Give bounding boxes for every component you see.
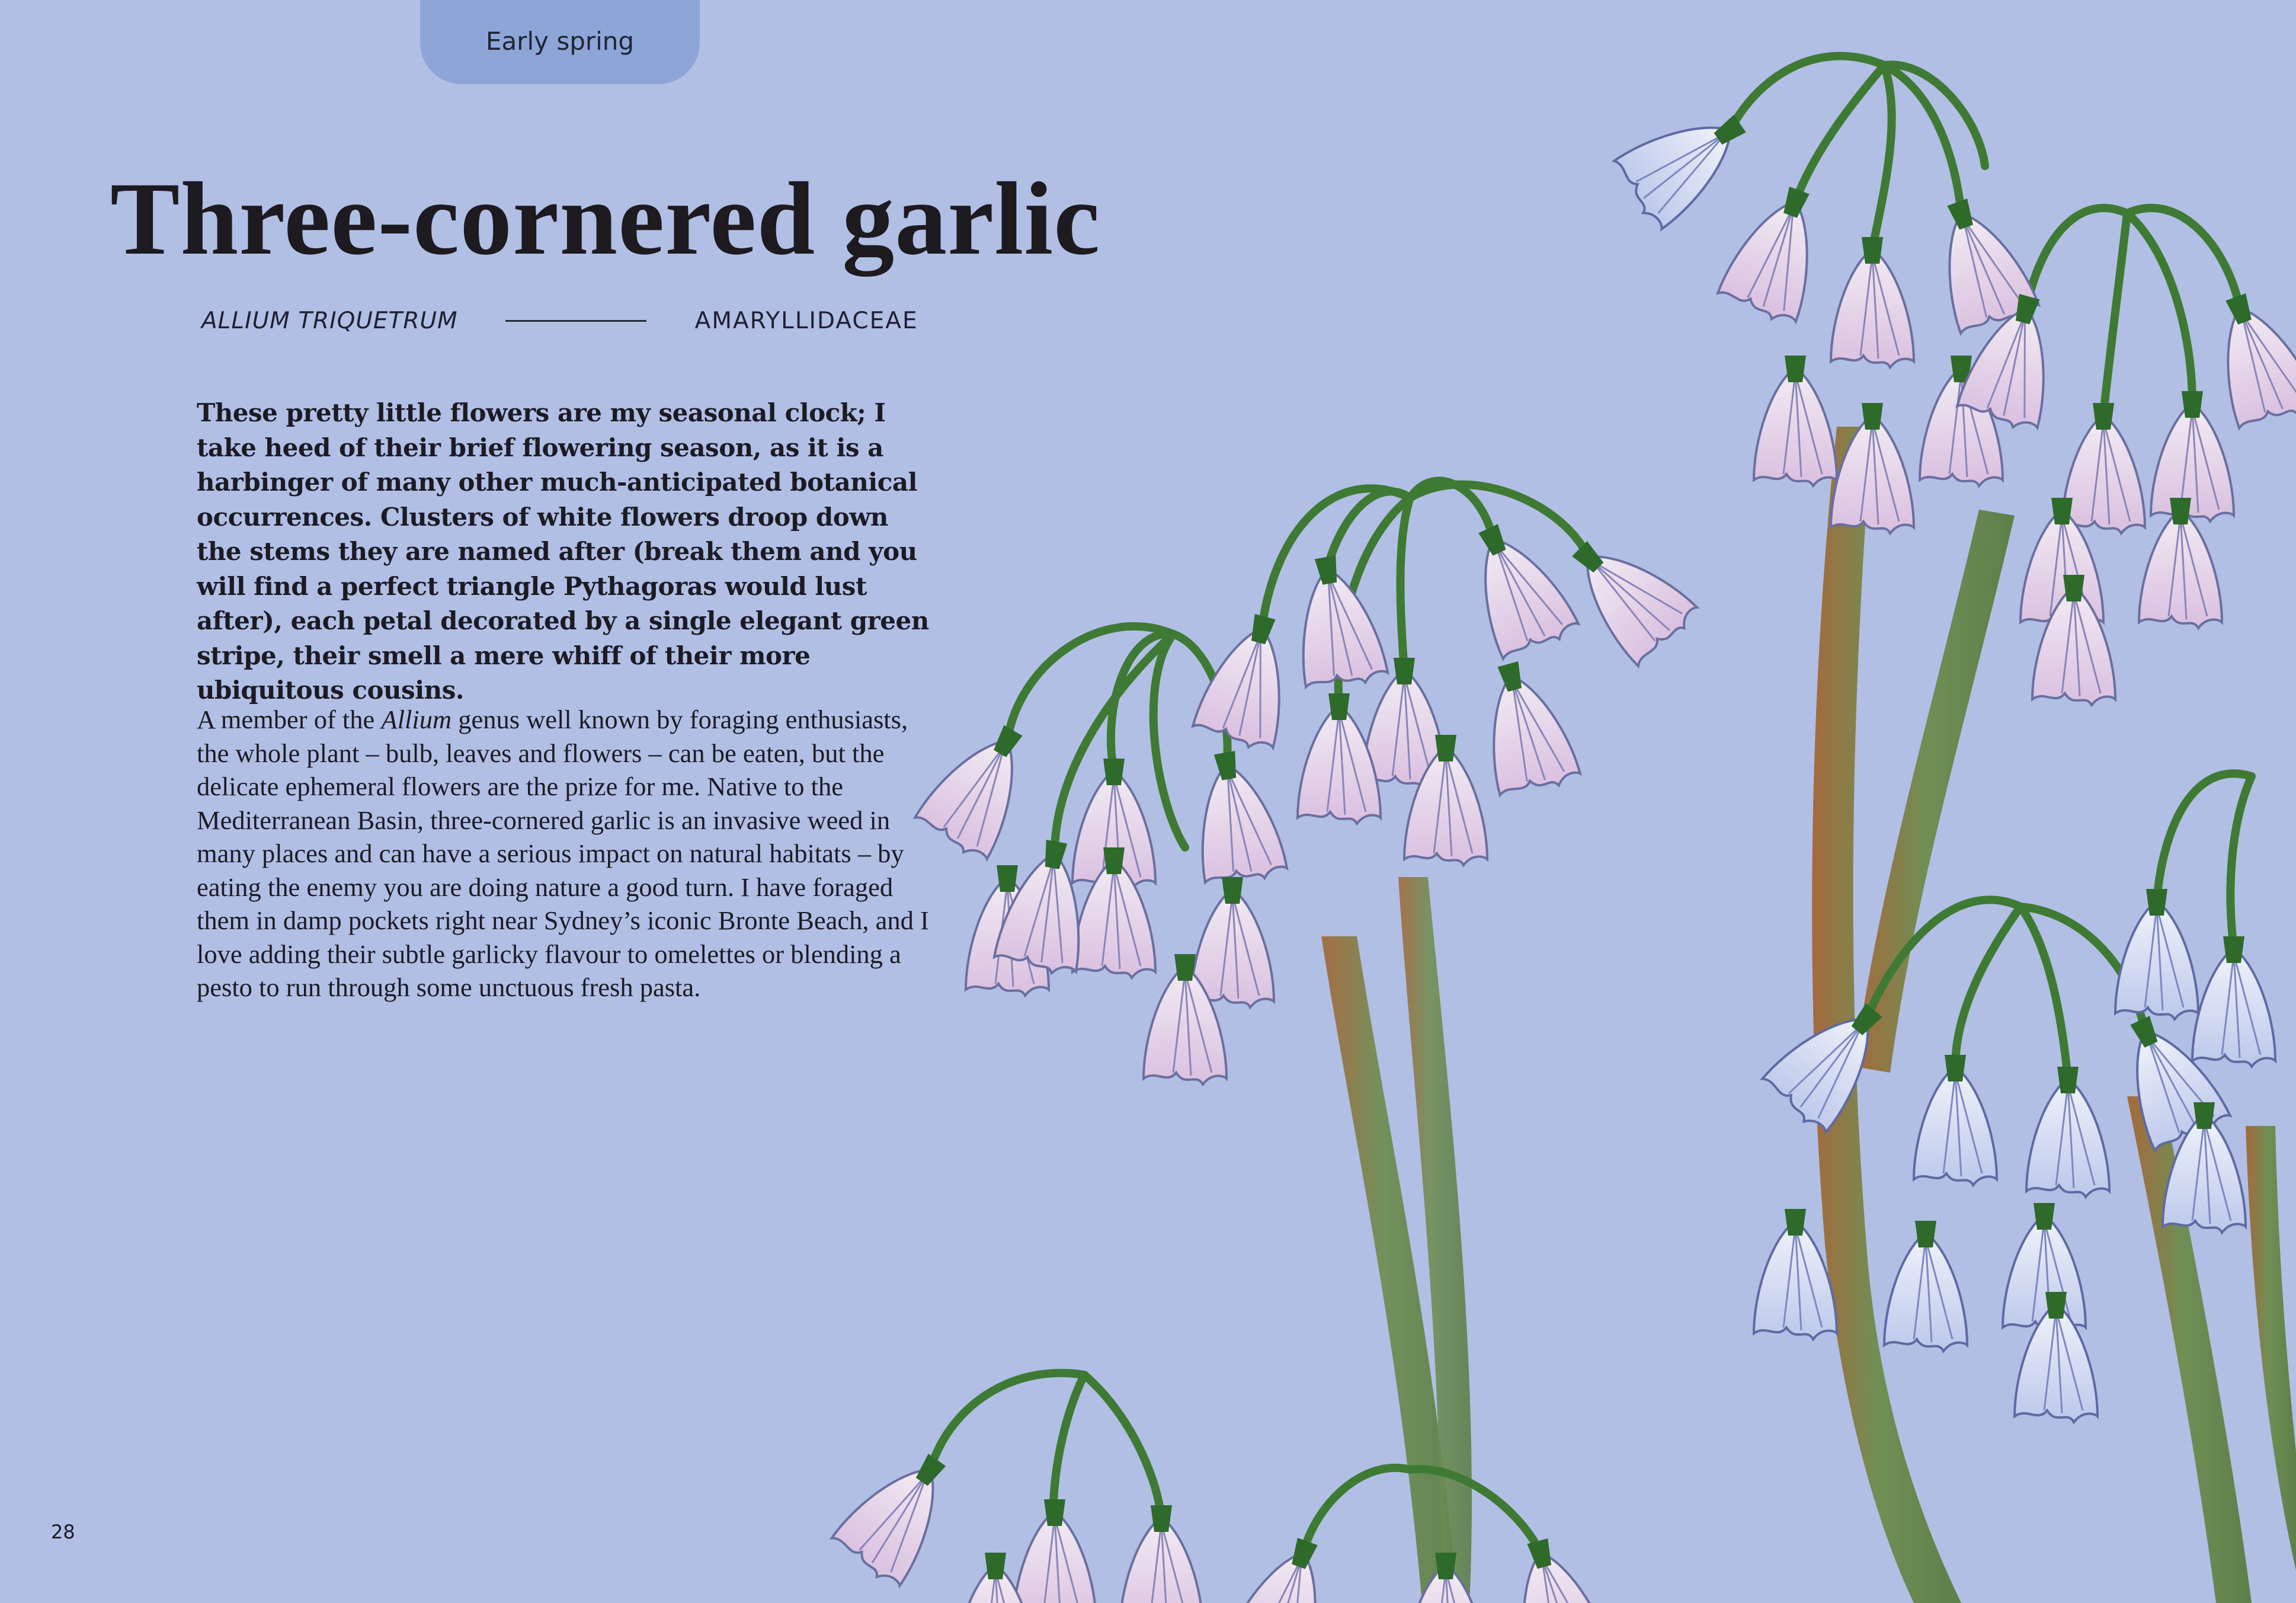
page-number: 28 [51, 1521, 75, 1543]
family-name: AMARYLLIDACEAE [694, 307, 918, 334]
genus-italic: Allium [381, 705, 452, 734]
page-title: Three-cornered garlic [110, 161, 1101, 277]
latin-name: ALLIUM TRIQUETRUM [201, 307, 458, 334]
lede-paragraph: These pretty little flowers are my seasonal clock; I take heed of their brief flowering season, as it is a harbinger of many other much-anticipated botanical occurrences. Clusters of white flowers droop down the stems they are named after (break them and you will find a perfect triangle Pythagoras would lust after), each petal decorated by a single elegant green stripe, their smell a mere whiff of their more ubiquitous cousins. [197, 398, 929, 705]
body-text-end: genus well known by foraging enthusiasts, the whole plant – bulb, leaves and flowers – can be eaten, but the delicate ephemeral flowers are the prize for me. Native to the Mediterranean Basin, three-cornered garlic is an invasive weed in many places and can have a serious impact on natural habitats – by eating the enemy you are doing nature a good turn. I have foraged them in damp pockets right near Sydney’s iconic Bronte Beach, and I love adding their subtle garlicky flavour to omelettes or blending a pesto to run through some unctuous fresh pasta. [197, 705, 929, 1002]
flower-cluster-bottom [828, 1436, 1611, 1603]
body-text-start: A member of the [197, 705, 382, 734]
section-tab-label: Early spring [485, 26, 635, 56]
flower-cluster-left [912, 710, 1288, 1084]
